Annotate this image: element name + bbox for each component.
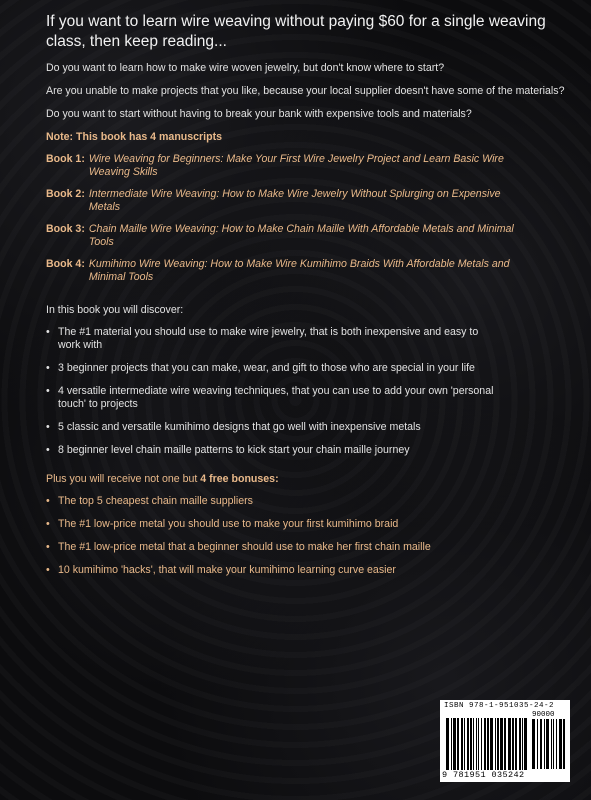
book-3 xyxy=(46,223,582,249)
barcode-bar xyxy=(464,718,465,770)
back-cover-text xyxy=(46,12,582,587)
barcode-bar xyxy=(470,718,472,770)
barcode-bar xyxy=(553,719,554,769)
list-item: • The #1 low-price metal that a beginner should use to make her first chain maille xyxy=(46,541,518,554)
barcode-bar xyxy=(551,719,552,769)
barcode-bar xyxy=(532,719,535,769)
book-2 xyxy=(46,188,582,214)
barcode-bar xyxy=(495,718,496,770)
barcode-bar xyxy=(546,719,549,769)
list-item: • 3 beginner projects that you can make, wear, and gift to those who are special in your life xyxy=(46,362,503,375)
manuscripts-note: Note: This book has 4 manuscripts xyxy=(46,131,223,143)
barcode-bar xyxy=(508,718,511,770)
book-label: Book 3: xyxy=(46,223,85,235)
barcode-bar xyxy=(453,718,456,770)
barcode-bar xyxy=(504,718,506,770)
list-item: • 10 kumihimo 'hacks', that will make your kumihimo learning curve easier xyxy=(46,564,518,577)
barcode-bars xyxy=(446,718,528,770)
book-1 xyxy=(46,153,582,179)
barcode-bar xyxy=(519,718,521,770)
barcode-bar xyxy=(559,719,562,769)
barcode-bar xyxy=(457,718,459,770)
isbn-text: ISBN 978-1-951035-24-2 xyxy=(444,702,555,710)
list-item: • The top 5 cheapest chain maille suppliers xyxy=(46,495,518,508)
barcode-bar xyxy=(490,718,493,770)
barcode-bar xyxy=(512,718,514,770)
barcode-bar xyxy=(451,718,452,770)
discover-list xyxy=(46,326,582,457)
barcode-bar xyxy=(500,718,503,770)
list-item: • 4 versatile intermediate wire weaving techniques, that you can use to add your own 'personal touch' to projects xyxy=(46,385,503,411)
barcode-bar xyxy=(478,718,479,770)
barcode-bar xyxy=(540,719,542,769)
question-3: Do you want to start without having to break your bank with expensive tools and materials? xyxy=(46,108,472,120)
barcode-bar xyxy=(537,719,538,769)
bonus-intro-bold: 4 free bonuses: xyxy=(200,473,279,485)
barcode-bar xyxy=(446,718,449,770)
list-item: • The #1 low-price metal you should use to make your first kumihimo braid xyxy=(46,518,518,531)
price-barcode-bars xyxy=(532,719,566,769)
question-2: Are you unable to make projects that you like, because your local supplier doesn't have some of the materials? xyxy=(46,85,565,97)
barcode-bar xyxy=(481,718,482,770)
book-label: Book 1: xyxy=(46,153,85,165)
list-item: • 5 classic and versatile kumihimo designs that go well with inexpensive metals xyxy=(46,421,503,434)
barcode-bar xyxy=(473,718,474,770)
headline: If you want to learn wire weaving without paying $60 for a single weaving class, then keep reading... xyxy=(46,13,546,50)
barcode-bar xyxy=(556,719,557,769)
barcode-bar xyxy=(515,718,517,770)
discover-intro: In this book you will discover: xyxy=(46,304,184,316)
book-4 xyxy=(46,258,582,284)
question-1: Do you want to learn how to make wire woven jewelry, but don't know where to start? xyxy=(46,62,445,74)
barcode-bar xyxy=(467,718,469,770)
bonus-intro xyxy=(46,473,582,485)
barcode-bar xyxy=(544,719,545,769)
book-title: Wire Weaving for Beginners: Make Your First Wire Jewelry Project and Learn Basic Wire Weaving Skills xyxy=(88,153,504,178)
book-label: Book 2: xyxy=(46,188,85,200)
barcode-bar xyxy=(563,719,565,769)
book-label: Book 4: xyxy=(46,258,85,270)
list-item: • The #1 material you should use to make wire jewelry, that is both inexpensive and easy to work with xyxy=(46,326,503,352)
book-title: Intermediate Wire Weaving: How to Make Wire Jewelry Without Splurging on Expensive Metals xyxy=(88,188,501,213)
book-title: Chain Maille Wire Weaving: How to Make Chain Maille With Affordable Metals and Minimal Tools xyxy=(88,223,514,248)
bonus-list xyxy=(46,495,582,577)
barcode-digits: 9 781951 035242 xyxy=(442,770,525,780)
price-code: 90000 xyxy=(532,711,555,719)
bonus-intro-text: Plus you will receive not one but xyxy=(46,473,201,485)
isbn-barcode xyxy=(440,700,570,782)
barcode-bar xyxy=(476,718,477,770)
book-title: Kumihimo Wire Weaving: How to Make Wire Kumihimo Braids With Affordable Metals and Minimal Tools xyxy=(88,258,510,283)
barcode-bar xyxy=(522,718,523,770)
barcode-bar xyxy=(497,718,499,770)
list-item: • 8 beginner level chain maille patterns to kick start your chain maille journey xyxy=(46,444,503,457)
barcode-bar xyxy=(487,718,489,770)
barcode-bar xyxy=(484,718,486,770)
barcode-bar xyxy=(461,718,463,770)
barcode-bar xyxy=(524,718,527,770)
